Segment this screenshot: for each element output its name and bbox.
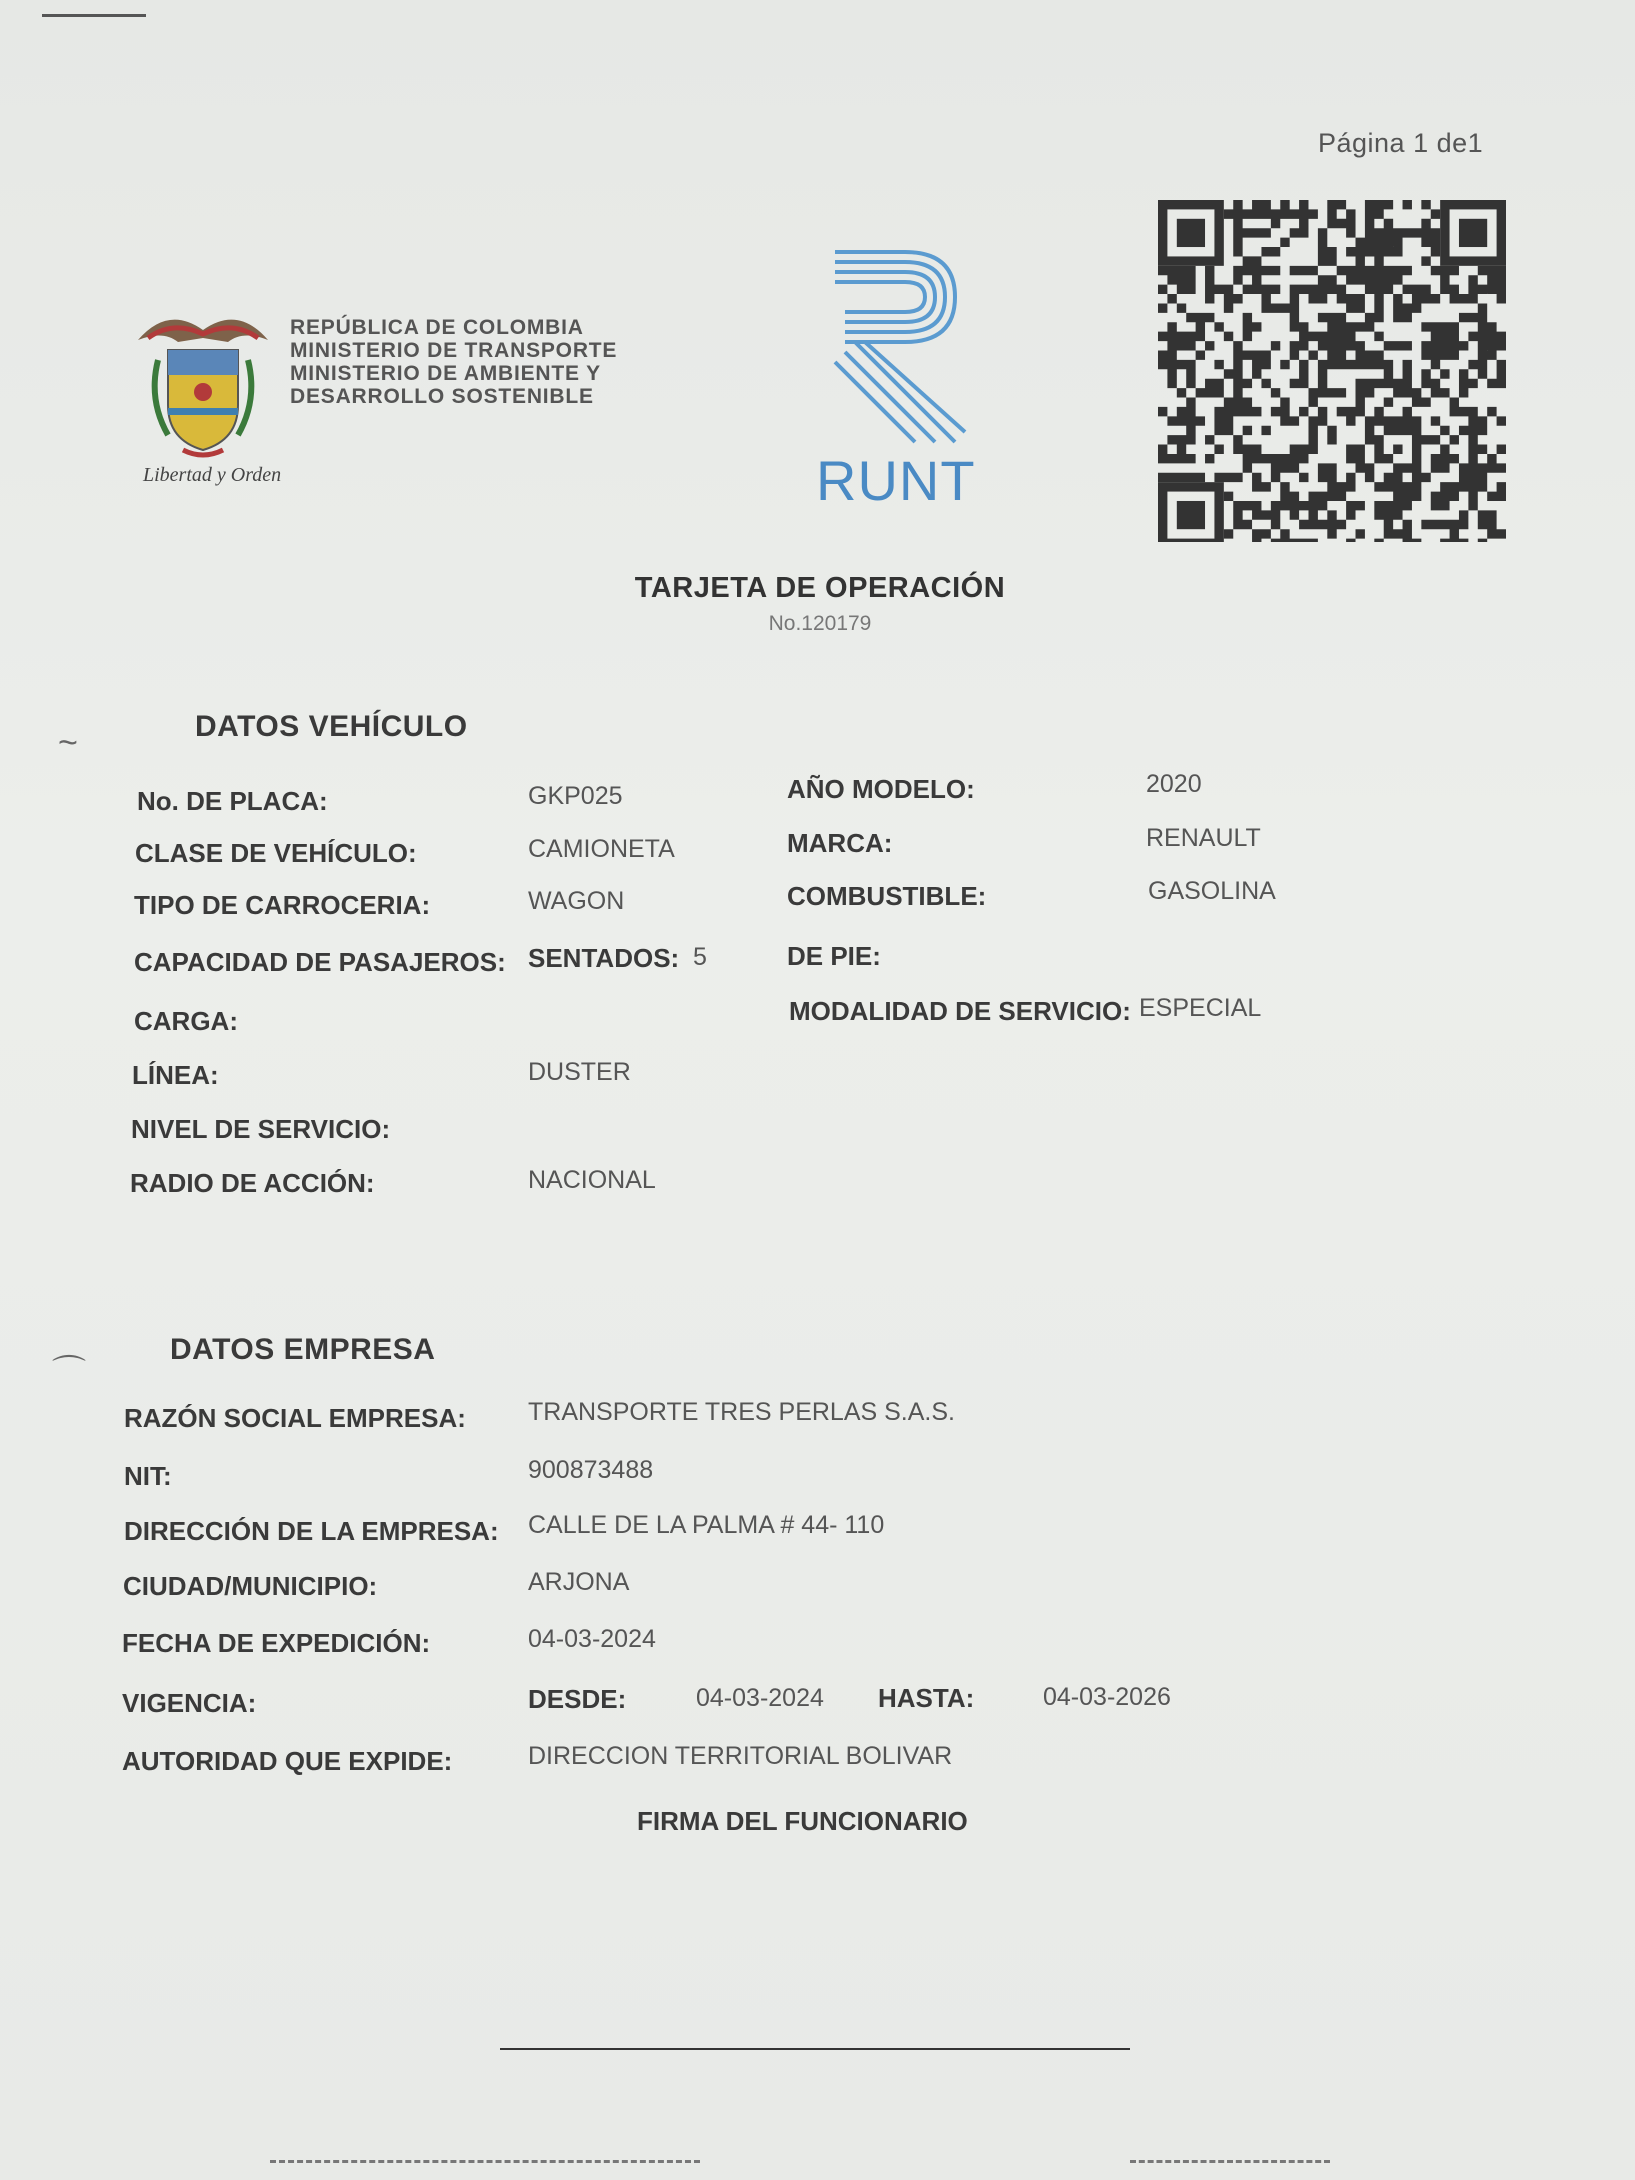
coat-of-arms-icon bbox=[128, 300, 278, 460]
from-label: DESDE: bbox=[528, 1684, 627, 1714]
fuel-value: GASOLINA bbox=[1148, 877, 1276, 905]
radius-label: RADIO DE ACCIÓN: bbox=[130, 1168, 375, 1198]
validity-label: VIGENCIA: bbox=[122, 1688, 257, 1718]
city-value: ARJONA bbox=[528, 1568, 630, 1596]
line-value: DUSTER bbox=[528, 1058, 631, 1086]
company-section-title: DATOS EMPRESA bbox=[170, 1333, 436, 1366]
runt-logo-icon bbox=[825, 242, 975, 452]
body-type-value: WAGON bbox=[528, 887, 625, 915]
model-year-value: 2020 bbox=[1146, 770, 1202, 798]
service-mode-value: ESPECIAL bbox=[1139, 994, 1262, 1022]
plate-label: No. DE PLACA: bbox=[137, 786, 328, 816]
top-mark bbox=[42, 14, 146, 17]
runt-logo-text: RUNT bbox=[816, 449, 976, 512]
to-label: HASTA: bbox=[878, 1683, 975, 1713]
plate-value: GKP025 bbox=[528, 782, 623, 810]
class-value: CAMIONETA bbox=[528, 835, 675, 863]
issuer-line: MINISTERIO DE AMBIENTE Y bbox=[290, 362, 601, 385]
document-title: TARJETA DE OPERACIÓN bbox=[634, 572, 1006, 604]
nit-label: NIT: bbox=[124, 1461, 172, 1491]
issue-date-label: FECHA DE EXPEDICIÓN: bbox=[122, 1628, 431, 1658]
authority-label: AUTORIDAD QUE EXPIDE: bbox=[122, 1746, 453, 1776]
service-mode-label: MODALIDAD DE SERVICIO: bbox=[789, 996, 1131, 1026]
class-label: CLASE DE VEHÍCULO: bbox=[135, 838, 417, 868]
issue-date-value: 04-03-2024 bbox=[528, 1625, 656, 1653]
from-value: 04-03-2024 bbox=[696, 1684, 824, 1712]
page-number: Página 1 de1 bbox=[1318, 128, 1484, 158]
bottom-dashed-line bbox=[270, 2160, 700, 2163]
issuer-line: MINISTERIO DE TRANSPORTE bbox=[290, 339, 618, 362]
issuer-block bbox=[290, 316, 617, 408]
seated-value: 5 bbox=[693, 943, 707, 971]
line-label: LÍNEA: bbox=[132, 1060, 219, 1090]
seated-label: SENTADOS: bbox=[528, 943, 680, 973]
service-level-label: NIVEL DE SERVICIO: bbox=[131, 1114, 391, 1144]
body-type-label: TIPO DE CARROCERIA: bbox=[134, 890, 431, 920]
fuel-label: COMBUSTIBLE: bbox=[787, 881, 987, 911]
model-year-label: AÑO MODELO: bbox=[787, 774, 975, 804]
national-motto: Libertad y Orden bbox=[143, 464, 282, 486]
to-value: 04-03-2026 bbox=[1043, 1683, 1171, 1711]
issuer-line: REPÚBLICA DE COLOMBIA bbox=[290, 316, 584, 339]
nit-value: 900873488 bbox=[528, 1456, 654, 1484]
vehicle-section-title: DATOS VEHÍCULO bbox=[195, 710, 468, 743]
passenger-capacity-label: CAPACIDAD DE PASAJEROS: bbox=[134, 947, 506, 977]
address-label: DIRECCIÓN DE LA EMPRESA: bbox=[124, 1516, 499, 1546]
document-number: No.120179 bbox=[768, 612, 872, 635]
cargo-label: CARGA: bbox=[134, 1006, 238, 1036]
issuer-line: DESARROLLO SOSTENIBLE bbox=[290, 385, 594, 408]
radius-value: NACIONAL bbox=[528, 1166, 656, 1194]
standing-label: DE PIE: bbox=[787, 941, 881, 971]
brand-label: MARCA: bbox=[787, 828, 893, 858]
handwritten-mark: ~ bbox=[58, 724, 78, 762]
signature-label: FIRMA DEL FUNCIONARIO bbox=[637, 1806, 968, 1836]
address-value: CALLE DE LA PALMA # 44- 110 bbox=[528, 1511, 885, 1539]
brand-value: RENAULT bbox=[1146, 824, 1261, 852]
city-label: CIUDAD/MUNICIPIO: bbox=[123, 1571, 378, 1601]
company-name-label: RAZÓN SOCIAL EMPRESA: bbox=[124, 1403, 466, 1433]
signature-line bbox=[500, 2048, 1130, 2050]
qr-code-icon bbox=[1158, 200, 1506, 542]
company-name-value: TRANSPORTE TRES PERLAS S.A.S. bbox=[528, 1398, 955, 1426]
handwritten-mark: ⌒ bbox=[52, 1354, 86, 1392]
bottom-dashed-line bbox=[1130, 2160, 1330, 2163]
authority-value: DIRECCION TERRITORIAL BOLIVAR bbox=[528, 1742, 953, 1770]
